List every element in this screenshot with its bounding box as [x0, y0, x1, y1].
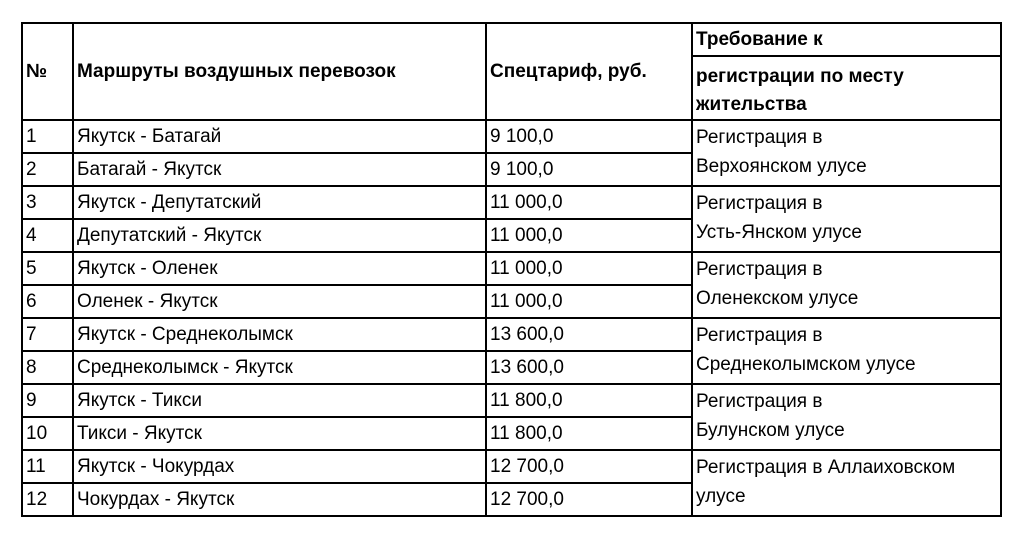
requirement-cell: [692, 384, 1001, 450]
row-num: 8: [22, 351, 73, 384]
requirement-cell: [692, 120, 1001, 186]
header-tariff: Спецтариф, руб.: [486, 23, 692, 120]
requirement-cell: [692, 252, 1001, 318]
row-num: 7: [22, 318, 73, 351]
requirement-line2: Булунском улусе: [696, 420, 845, 441]
requirement-line1: Регистрация в Аллаиховском: [696, 457, 956, 478]
requirement-line2: улусе: [696, 486, 746, 507]
header-row: [22, 23, 1001, 56]
row-route: Якутск - Депутатский: [73, 186, 486, 219]
row-tariff: 11 800,0: [486, 384, 692, 417]
row-route: Оленек - Якутск: [73, 285, 486, 318]
row-route: Чокурдах - Якутск: [73, 483, 486, 516]
table-row: [22, 318, 1001, 351]
requirement-line1: Регистрация в: [696, 259, 823, 280]
row-route: Якутск - Оленек: [73, 252, 486, 285]
table-row: [22, 252, 1001, 285]
requirement-cell: [692, 186, 1001, 252]
row-tariff: 13 600,0: [486, 351, 692, 384]
requirement-line1: Регистрация в: [696, 193, 823, 214]
row-num: 11: [22, 450, 73, 483]
row-tariff: 11 000,0: [486, 252, 692, 285]
row-num: 3: [22, 186, 73, 219]
header-route: Маршруты воздушных перевозок: [73, 23, 486, 120]
row-route: Якутск - Тикси: [73, 384, 486, 417]
header-requirement-line3: жительства: [696, 94, 807, 115]
header-requirement-bottom: [692, 56, 1001, 120]
row-tariff: 11 000,0: [486, 186, 692, 219]
requirement-line2: Оленекском улусе: [696, 288, 859, 309]
row-route: Якутск - Батагай: [73, 120, 486, 153]
header-requirement-top: Требование к: [692, 23, 1001, 56]
row-route: Депутатский - Якутск: [73, 219, 486, 252]
row-route: Якутск - Среднеколымск: [73, 318, 486, 351]
row-num: 9: [22, 384, 73, 417]
requirement-line2: Усть-Янском улусе: [696, 222, 862, 243]
table-row: [22, 384, 1001, 417]
row-num: 5: [22, 252, 73, 285]
header-requirement-line2: регистрации по месту: [696, 66, 904, 87]
row-tariff: 12 700,0: [486, 483, 692, 516]
air-routes-table: [21, 22, 1002, 517]
requirement-line2: Среднеколымском улусе: [696, 354, 916, 375]
row-route: Среднеколымск - Якутск: [73, 351, 486, 384]
requirement-line1: Регистрация в: [696, 127, 823, 148]
requirement-line1: Регистрация в: [696, 325, 823, 346]
row-tariff: 11 800,0: [486, 417, 692, 450]
row-tariff: 9 100,0: [486, 120, 692, 153]
requirement-line2: Верхоянском улусе: [696, 156, 867, 177]
row-tariff: 12 700,0: [486, 450, 692, 483]
row-num: 10: [22, 417, 73, 450]
row-tariff: 11 000,0: [486, 219, 692, 252]
row-tariff: 9 100,0: [486, 153, 692, 186]
row-num: 12: [22, 483, 73, 516]
row-num: 1: [22, 120, 73, 153]
requirement-cell: [692, 318, 1001, 384]
row-num: 6: [22, 285, 73, 318]
table-row: [22, 120, 1001, 153]
header-num: №: [22, 23, 73, 120]
row-num: 4: [22, 219, 73, 252]
table-row: [22, 450, 1001, 483]
table-row: [22, 186, 1001, 219]
row-num: 2: [22, 153, 73, 186]
requirement-line1: Регистрация в: [696, 391, 823, 412]
row-tariff: 13 600,0: [486, 318, 692, 351]
row-route: Батагай - Якутск: [73, 153, 486, 186]
row-tariff: 11 000,0: [486, 285, 692, 318]
row-route: Якутск - Чокурдах: [73, 450, 486, 483]
row-route: Тикси - Якутск: [73, 417, 486, 450]
requirement-cell: [692, 450, 1001, 516]
